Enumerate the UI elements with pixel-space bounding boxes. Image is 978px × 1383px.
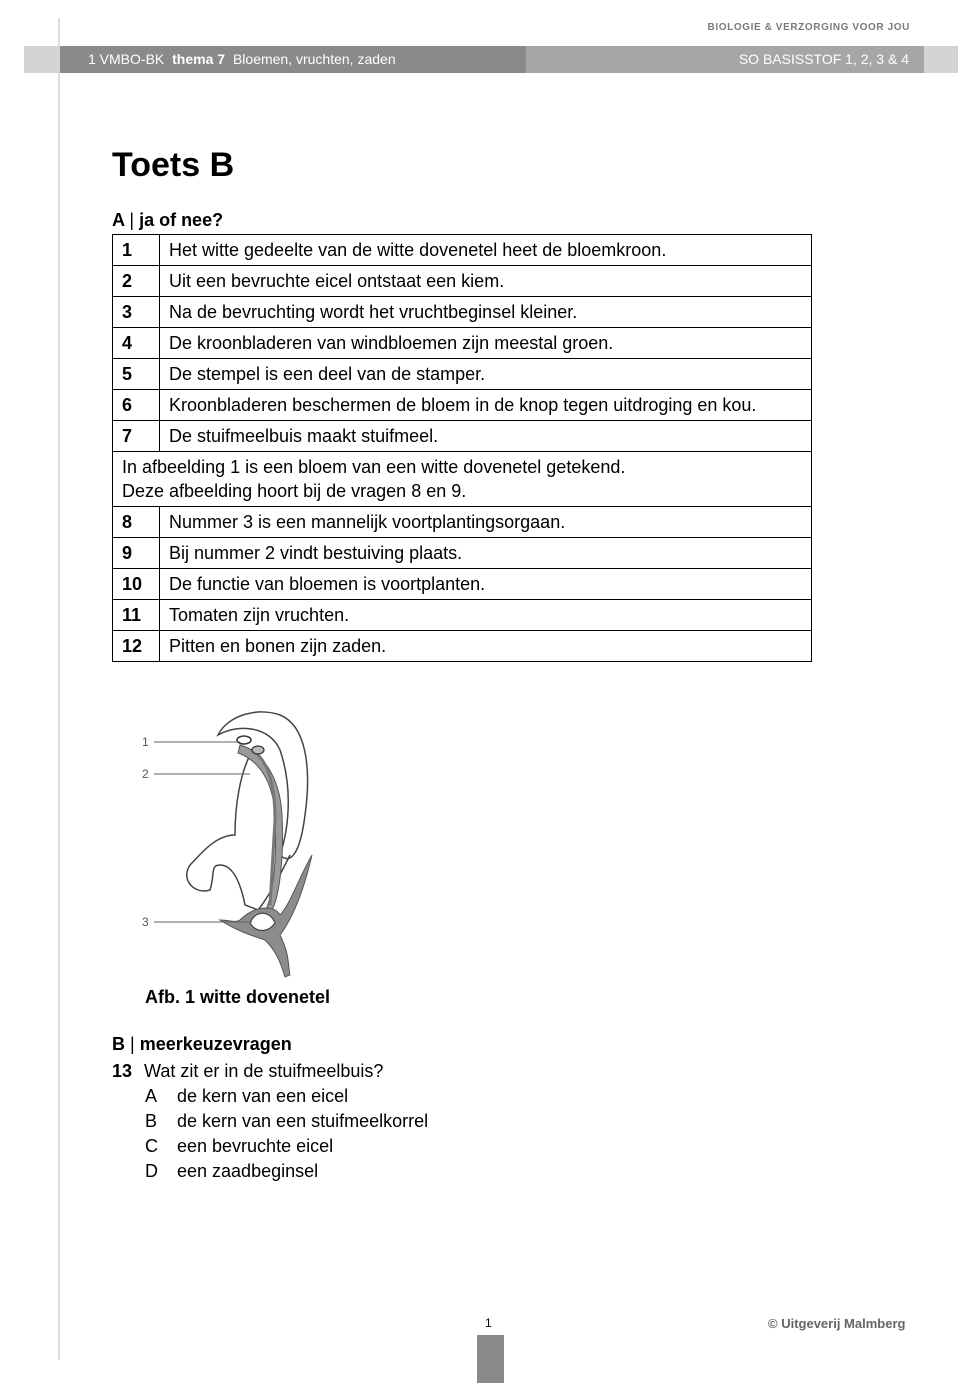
question-text: De kroonbladeren van windbloemen zijn meestal groen. bbox=[160, 328, 812, 359]
question-13-text: Wat zit er in de stuifmeelbuis? bbox=[144, 1061, 384, 1081]
question-text: Bij nummer 2 vindt bestuiving plaats. bbox=[160, 538, 812, 569]
table-row bbox=[113, 569, 812, 600]
question-number: 2 bbox=[113, 266, 160, 297]
section-b-title: meerkeuzevragen bbox=[139, 1034, 292, 1054]
upper-lip-shape bbox=[218, 712, 308, 859]
question-number: 4 bbox=[113, 328, 160, 359]
question-number: 1 bbox=[113, 235, 160, 266]
option-text: de kern van een stuifmeelkorrel bbox=[177, 1111, 429, 1131]
section-b-heading bbox=[112, 1034, 292, 1055]
table-row bbox=[113, 266, 812, 297]
section-a-letter: A bbox=[112, 210, 125, 230]
page-number: 1 bbox=[485, 1316, 492, 1330]
answer-option-c[interactable] bbox=[112, 1134, 428, 1159]
question-13-number: 13 bbox=[112, 1061, 133, 1081]
table-row bbox=[113, 507, 812, 538]
question-number: 5 bbox=[113, 359, 160, 390]
yes-no-table bbox=[112, 234, 812, 662]
table-row bbox=[113, 359, 812, 390]
option-letter: C bbox=[145, 1136, 158, 1156]
table-row bbox=[113, 328, 812, 359]
question-number: 6 bbox=[113, 390, 160, 421]
table-row bbox=[113, 600, 812, 631]
header-level: 1 VMBO-BK bbox=[88, 51, 165, 67]
table-row bbox=[113, 421, 812, 452]
question-text: Na de bevruchting wordt het vruchtbeginsel kleiner. bbox=[160, 297, 812, 328]
page-margin-line bbox=[58, 18, 60, 1360]
flower-diagram bbox=[140, 705, 340, 980]
question-text: Uit een bevruchte eicel ontstaat een kiem. bbox=[160, 266, 812, 297]
section-a-separator: | bbox=[129, 210, 135, 230]
answer-option-b[interactable] bbox=[112, 1109, 428, 1134]
header-theme-title: Bloemen, vruchten, zaden bbox=[232, 51, 396, 67]
question-text: Pitten en bonen zijn zaden. bbox=[160, 631, 812, 662]
option-letter: D bbox=[145, 1161, 158, 1181]
question-number: 9 bbox=[113, 538, 160, 569]
option-letter: A bbox=[145, 1086, 158, 1106]
table-row bbox=[113, 297, 812, 328]
table-row bbox=[113, 538, 812, 569]
brand-label: BIOLOGIE & VERZORGING VOOR JOU bbox=[707, 22, 910, 33]
table-row-intro bbox=[113, 452, 812, 507]
question-text: Het witte gedeelte van de witte dovenetel heet de bloemkroon. bbox=[160, 235, 812, 266]
question-number: 7 bbox=[113, 421, 160, 452]
intro-line-1: In afbeelding 1 is een bloem van een witte dovenetel getekend. bbox=[122, 457, 626, 477]
figure-label-2: 2 bbox=[142, 767, 149, 781]
section-b-letter: B bbox=[112, 1034, 125, 1054]
question-text: Nummer 3 is een mannelijk voortplantingsorgaan. bbox=[160, 507, 812, 538]
option-text: een zaadbeginsel bbox=[177, 1161, 319, 1181]
header-so-label: SO BASISSTOF 1, 2, 3 & 4 bbox=[526, 46, 924, 73]
question-text: Kroonbladeren beschermen de bloem in de knop tegen uitdroging en kou. bbox=[160, 390, 812, 421]
question-number: 8 bbox=[113, 507, 160, 538]
table-row bbox=[113, 631, 812, 662]
question-text: De stuifmeelbuis maakt stuifmeel. bbox=[160, 421, 812, 452]
header-course bbox=[60, 46, 526, 73]
option-text: de kern van een eicel bbox=[177, 1086, 349, 1106]
figure-label-3: 3 bbox=[142, 915, 149, 929]
question-text: Tomaten zijn vruchten. bbox=[160, 600, 812, 631]
page-title: Toets B bbox=[112, 146, 235, 184]
question-number: 3 bbox=[113, 297, 160, 328]
section-a-heading bbox=[112, 210, 223, 231]
answer-option-d[interactable] bbox=[112, 1159, 428, 1184]
question-13-stem bbox=[112, 1059, 428, 1084]
copyright: © Uitgeverij Malmberg bbox=[768, 1316, 906, 1331]
table-row bbox=[113, 235, 812, 266]
section-a-title: ja of nee? bbox=[139, 210, 224, 230]
section-b-separator: | bbox=[130, 1034, 135, 1054]
intro-line-2: Deze afbeelding hoort bij de vragen 8 en 9. bbox=[122, 481, 467, 501]
figure-label-1: 1 bbox=[142, 735, 149, 749]
table-row bbox=[113, 390, 812, 421]
page-tab bbox=[477, 1335, 504, 1383]
question-13 bbox=[112, 1059, 428, 1184]
answer-option-a[interactable] bbox=[112, 1084, 428, 1109]
figure-intro bbox=[113, 452, 812, 507]
header-theme-label: thema 7 bbox=[172, 51, 226, 67]
question-text: De functie van bloemen is voortplanten. bbox=[160, 569, 812, 600]
question-number: 10 bbox=[113, 569, 160, 600]
option-text: een bevruchte eicel bbox=[177, 1136, 334, 1156]
stigma-shape bbox=[252, 746, 264, 754]
question-text: De stempel is een deel van de stamper. bbox=[160, 359, 812, 390]
figure-caption: Afb. 1 witte dovenetel bbox=[145, 987, 331, 1007]
anther-shape bbox=[237, 736, 251, 744]
question-number: 12 bbox=[113, 631, 160, 662]
question-number: 11 bbox=[113, 600, 160, 631]
option-letter: B bbox=[145, 1111, 158, 1131]
